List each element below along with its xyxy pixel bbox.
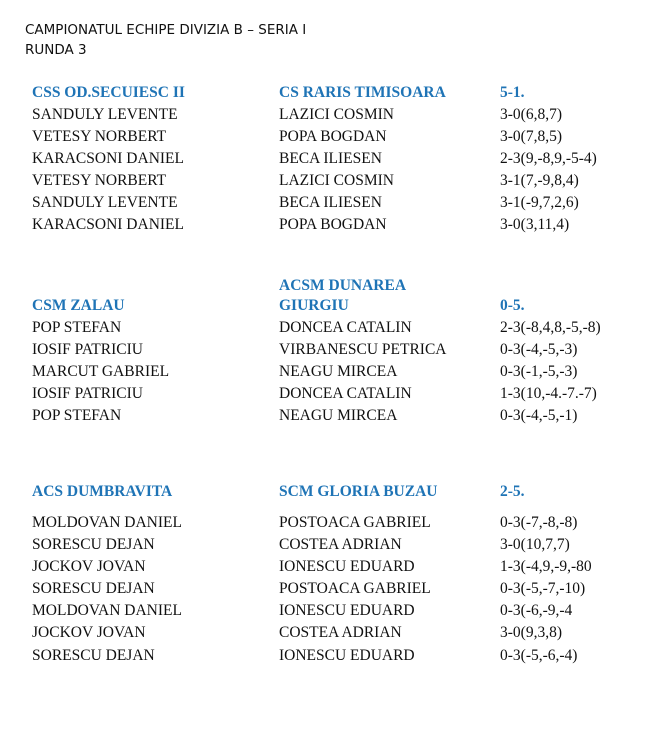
game-result: 0-3(-5,-7,-10) xyxy=(500,580,586,597)
home-player: SORESCU DEJAN xyxy=(32,647,155,664)
away-player: NEAGU MIRCEA xyxy=(279,363,398,380)
game-row xyxy=(0,148,661,170)
game-row xyxy=(0,556,661,578)
away-player: VIRBANESCU PETRICA xyxy=(279,341,447,358)
away-player: POSTOACA GABRIEL xyxy=(279,580,431,597)
game-row xyxy=(0,645,661,667)
home-player: SANDULY LEVENTE xyxy=(32,106,178,123)
match-heading-line1 xyxy=(0,275,661,297)
game-result: 0-3(-4,-5,-1) xyxy=(500,407,578,424)
match-heading xyxy=(0,481,661,503)
away-team-name-continued: GIURGIU xyxy=(279,297,349,314)
home-team-name: CSS OD.SECUIESC II xyxy=(32,84,185,101)
game-row xyxy=(0,383,661,405)
game-row xyxy=(0,126,661,148)
home-player: IOSIF PATRICIU xyxy=(32,341,143,358)
game-result: 0-3(-4,-5,-3) xyxy=(500,341,578,358)
away-player: DONCEA CATALIN xyxy=(279,319,412,336)
away-player: IONESCU EDUARD xyxy=(279,558,415,575)
game-result: 1-3(10,-4.-7.-7) xyxy=(500,385,597,402)
game-row xyxy=(0,317,661,339)
home-player: VETESY NORBERT xyxy=(32,128,167,145)
home-player: SORESCU DEJAN xyxy=(32,580,155,597)
home-player: MARCUT GABRIEL xyxy=(32,363,170,380)
game-row xyxy=(0,600,661,622)
away-player: DONCEA CATALIN xyxy=(279,385,412,402)
match-final-score: 2-5. xyxy=(500,483,525,500)
game-result: 3-0(6,8,7) xyxy=(500,106,562,123)
away-player: POPA BOGDAN xyxy=(279,216,387,233)
home-player: KARACSONI DANIEL xyxy=(32,216,184,233)
away-player: BECA ILIESEN xyxy=(279,194,382,211)
away-player: COSTEA ADRIAN xyxy=(279,624,402,641)
home-player: POP STEFAN xyxy=(32,407,122,424)
home-player: KARACSONI DANIEL xyxy=(32,150,184,167)
game-result: 0-3(-5,-6,-4) xyxy=(500,647,578,664)
match-final-score: 0-5. xyxy=(500,297,525,314)
home-player: IOSIF PATRICIU xyxy=(32,385,143,402)
home-team-name: ACS DUMBRAVITA xyxy=(32,483,173,500)
home-player: JOCKOV JOVAN xyxy=(32,624,146,641)
home-player: SORESCU DEJAN xyxy=(32,536,155,553)
game-result: 1-3(-4,9,-9,-80 xyxy=(500,558,592,575)
away-player: LAZICI COSMIN xyxy=(279,106,394,123)
away-player: POSTOACA GABRIEL xyxy=(279,514,431,531)
away-team-name: SCM GLORIA BUZAU xyxy=(279,483,438,500)
away-player: IONESCU EDUARD xyxy=(279,602,415,619)
game-result: 0-3(-7,-8,-8) xyxy=(500,514,578,531)
game-row xyxy=(0,578,661,600)
home-player: MOLDOVAN DANIEL xyxy=(32,514,182,531)
game-result: 3-0(10,7,7) xyxy=(500,536,570,553)
game-result: 0-3(-1,-5,-3) xyxy=(500,363,578,380)
round-label: RUNDA 3 xyxy=(25,42,87,58)
game-result: 3-0(9,3,8) xyxy=(500,624,562,641)
game-result: 3-0(7,8,5) xyxy=(500,128,562,145)
game-row xyxy=(0,104,661,126)
match-final-score: 5-1. xyxy=(500,84,525,101)
game-result: 3-0(3,11,4) xyxy=(500,216,570,233)
home-player: MOLDOVAN DANIEL xyxy=(32,602,182,619)
game-row xyxy=(0,512,661,534)
home-player: POP STEFAN xyxy=(32,319,122,336)
game-result: 3-1(7,-9,8,4) xyxy=(500,172,579,189)
championship-title: CAMPIONATUL ECHIPE DIVIZIA B – SERIA I xyxy=(25,22,307,38)
game-row xyxy=(0,622,661,644)
game-row xyxy=(0,534,661,556)
home-team-name: CSM ZALAU xyxy=(32,297,125,314)
away-player: LAZICI COSMIN xyxy=(279,172,394,189)
away-player: BECA ILIESEN xyxy=(279,150,382,167)
match-heading xyxy=(0,82,661,104)
away-player: IONESCU EDUARD xyxy=(279,647,415,664)
game-row xyxy=(0,170,661,192)
document-header xyxy=(25,20,306,60)
home-player: SANDULY LEVENTE xyxy=(32,194,178,211)
home-player: JOCKOV JOVAN xyxy=(32,558,146,575)
game-row xyxy=(0,339,661,361)
away-team-name: ACSM DUNAREA xyxy=(279,277,407,294)
home-player: VETESY NORBERT xyxy=(32,172,167,189)
away-team-name: CS RARIS TIMISOARA xyxy=(279,84,446,101)
away-player: COSTEA ADRIAN xyxy=(279,536,402,553)
match-heading xyxy=(0,295,661,317)
away-player: POPA BOGDAN xyxy=(279,128,387,145)
game-row xyxy=(0,214,661,236)
game-result: 0-3(-6,-9,-4 xyxy=(500,602,573,619)
game-result: 2-3(-8,4,8,-5,-8) xyxy=(500,319,601,336)
game-row xyxy=(0,405,661,427)
game-result: 2-3(9,-8,9,-5-4) xyxy=(500,150,597,167)
away-player: NEAGU MIRCEA xyxy=(279,407,398,424)
game-row xyxy=(0,361,661,383)
game-result: 3-1(-9,7,2,6) xyxy=(500,194,579,211)
game-row xyxy=(0,192,661,214)
